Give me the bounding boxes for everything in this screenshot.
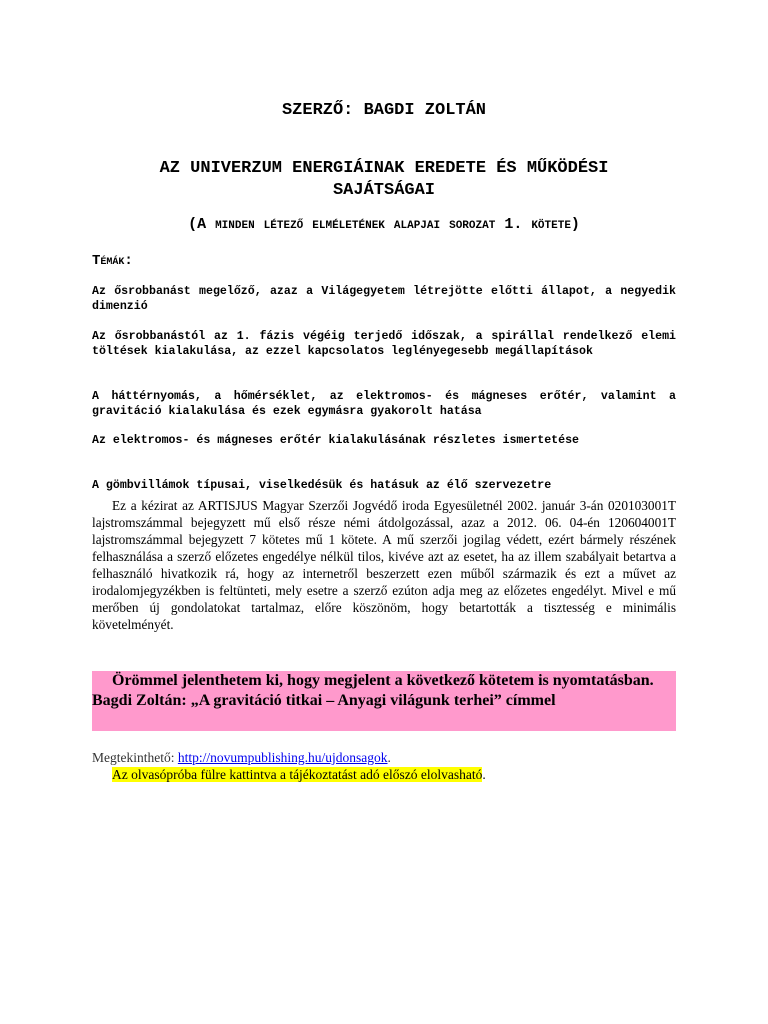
title-line-1: AZ UNIVERZUM ENERGIÁINAK EREDETE ÉS MŰKÖDÉSI: [159, 159, 609, 178]
novum-link[interactable]: http://novumpublishing.hu/ujdonsagok: [177, 750, 388, 765]
preview-suffix: .: [482, 767, 486, 782]
preview-line: [112, 766, 486, 783]
topic-item: Az ősrobbanástól az 1. fázis végéig terjedő időszak, a spirállal rendelkező elemi töltések kialakulása, az ezzel kapcsolatos leglényegesebb megállapítások: [92, 330, 676, 358]
series-subtitle: (A minden létező elméletének alapjai sorozat 1. kötete): [188, 216, 580, 233]
document-title: [92, 158, 676, 202]
topic-item: Az ősrobbanást megelőző, azaz a Világegyetem létrejötte előtti állapot, a negyedik dimenzió: [92, 285, 676, 313]
author-heading: SZERZŐ: BAGDI ZOLTÁN: [281, 101, 487, 120]
topic-item: Az elektromos- és mágneses erőtér kialakulásának részletes ismertetése: [92, 434, 580, 447]
preview-highlighted-text: Az olvasópróba fülre kattintva a tájékoztatást adó előszó elolvasható: [112, 767, 483, 782]
view-prefix: Megtekinthető:: [92, 750, 178, 765]
topic-item: A háttérnyomás, a hőmérséklet, az elektromos- és mágneses erőtér, valamint a gravitáció kialakulása és ezek egymásra gyakorolt hatása: [92, 390, 676, 418]
publication-notice: [92, 671, 676, 731]
copyright-paragraph: Ez a kézirat az ARTISJUS Magyar Szerzői Jogvédő iroda Egyesületnél 2002. január 3-án 020103001T lajstromszámmal bejegyzett mű első része némi átdolgozással, azaz a 2012. 06. 04-én 120604001T lajstromszámmal bejegyzett 7 kötetes mű 1 kötete. A mű szerzői jogilag védett, ezért bármely részének felhasználása a szerző előzetes engedélye nélkül tilos, kivéve azt az esetet, ha az illem szabályait betartva a felhasználó hivatkozik rá, hogy az internetről beszerzett ezen műből származik és ezt a művet az irodalomjegyzékben is feltünteti, mely esetre a szerző ezúton adja meg az előzetes engedélyt. Mivel e mű merőben új gondolatokat tartalmaz, előre köszönöm, hogy betartották a tisztesség e minimális követelményét.: [92, 498, 676, 632]
topics-label: Témák:: [92, 253, 133, 269]
notice-line-1: Örömmel jelenthetem ki, hogy megjelent a következő kötetem is nyomtatásban.: [112, 672, 654, 689]
topic-item: A gömbvillámok típusai, viselkedésük és hatásuk az élő szervezetre: [92, 479, 552, 492]
title-line-2: SAJÁTSÁGAI: [332, 181, 436, 200]
view-line: [92, 749, 391, 766]
notice-line-2: Bagdi Zoltán: „A gravitáció titkai – Anyagi világunk terhei” címmel: [92, 691, 556, 709]
view-suffix: .: [387, 750, 391, 765]
